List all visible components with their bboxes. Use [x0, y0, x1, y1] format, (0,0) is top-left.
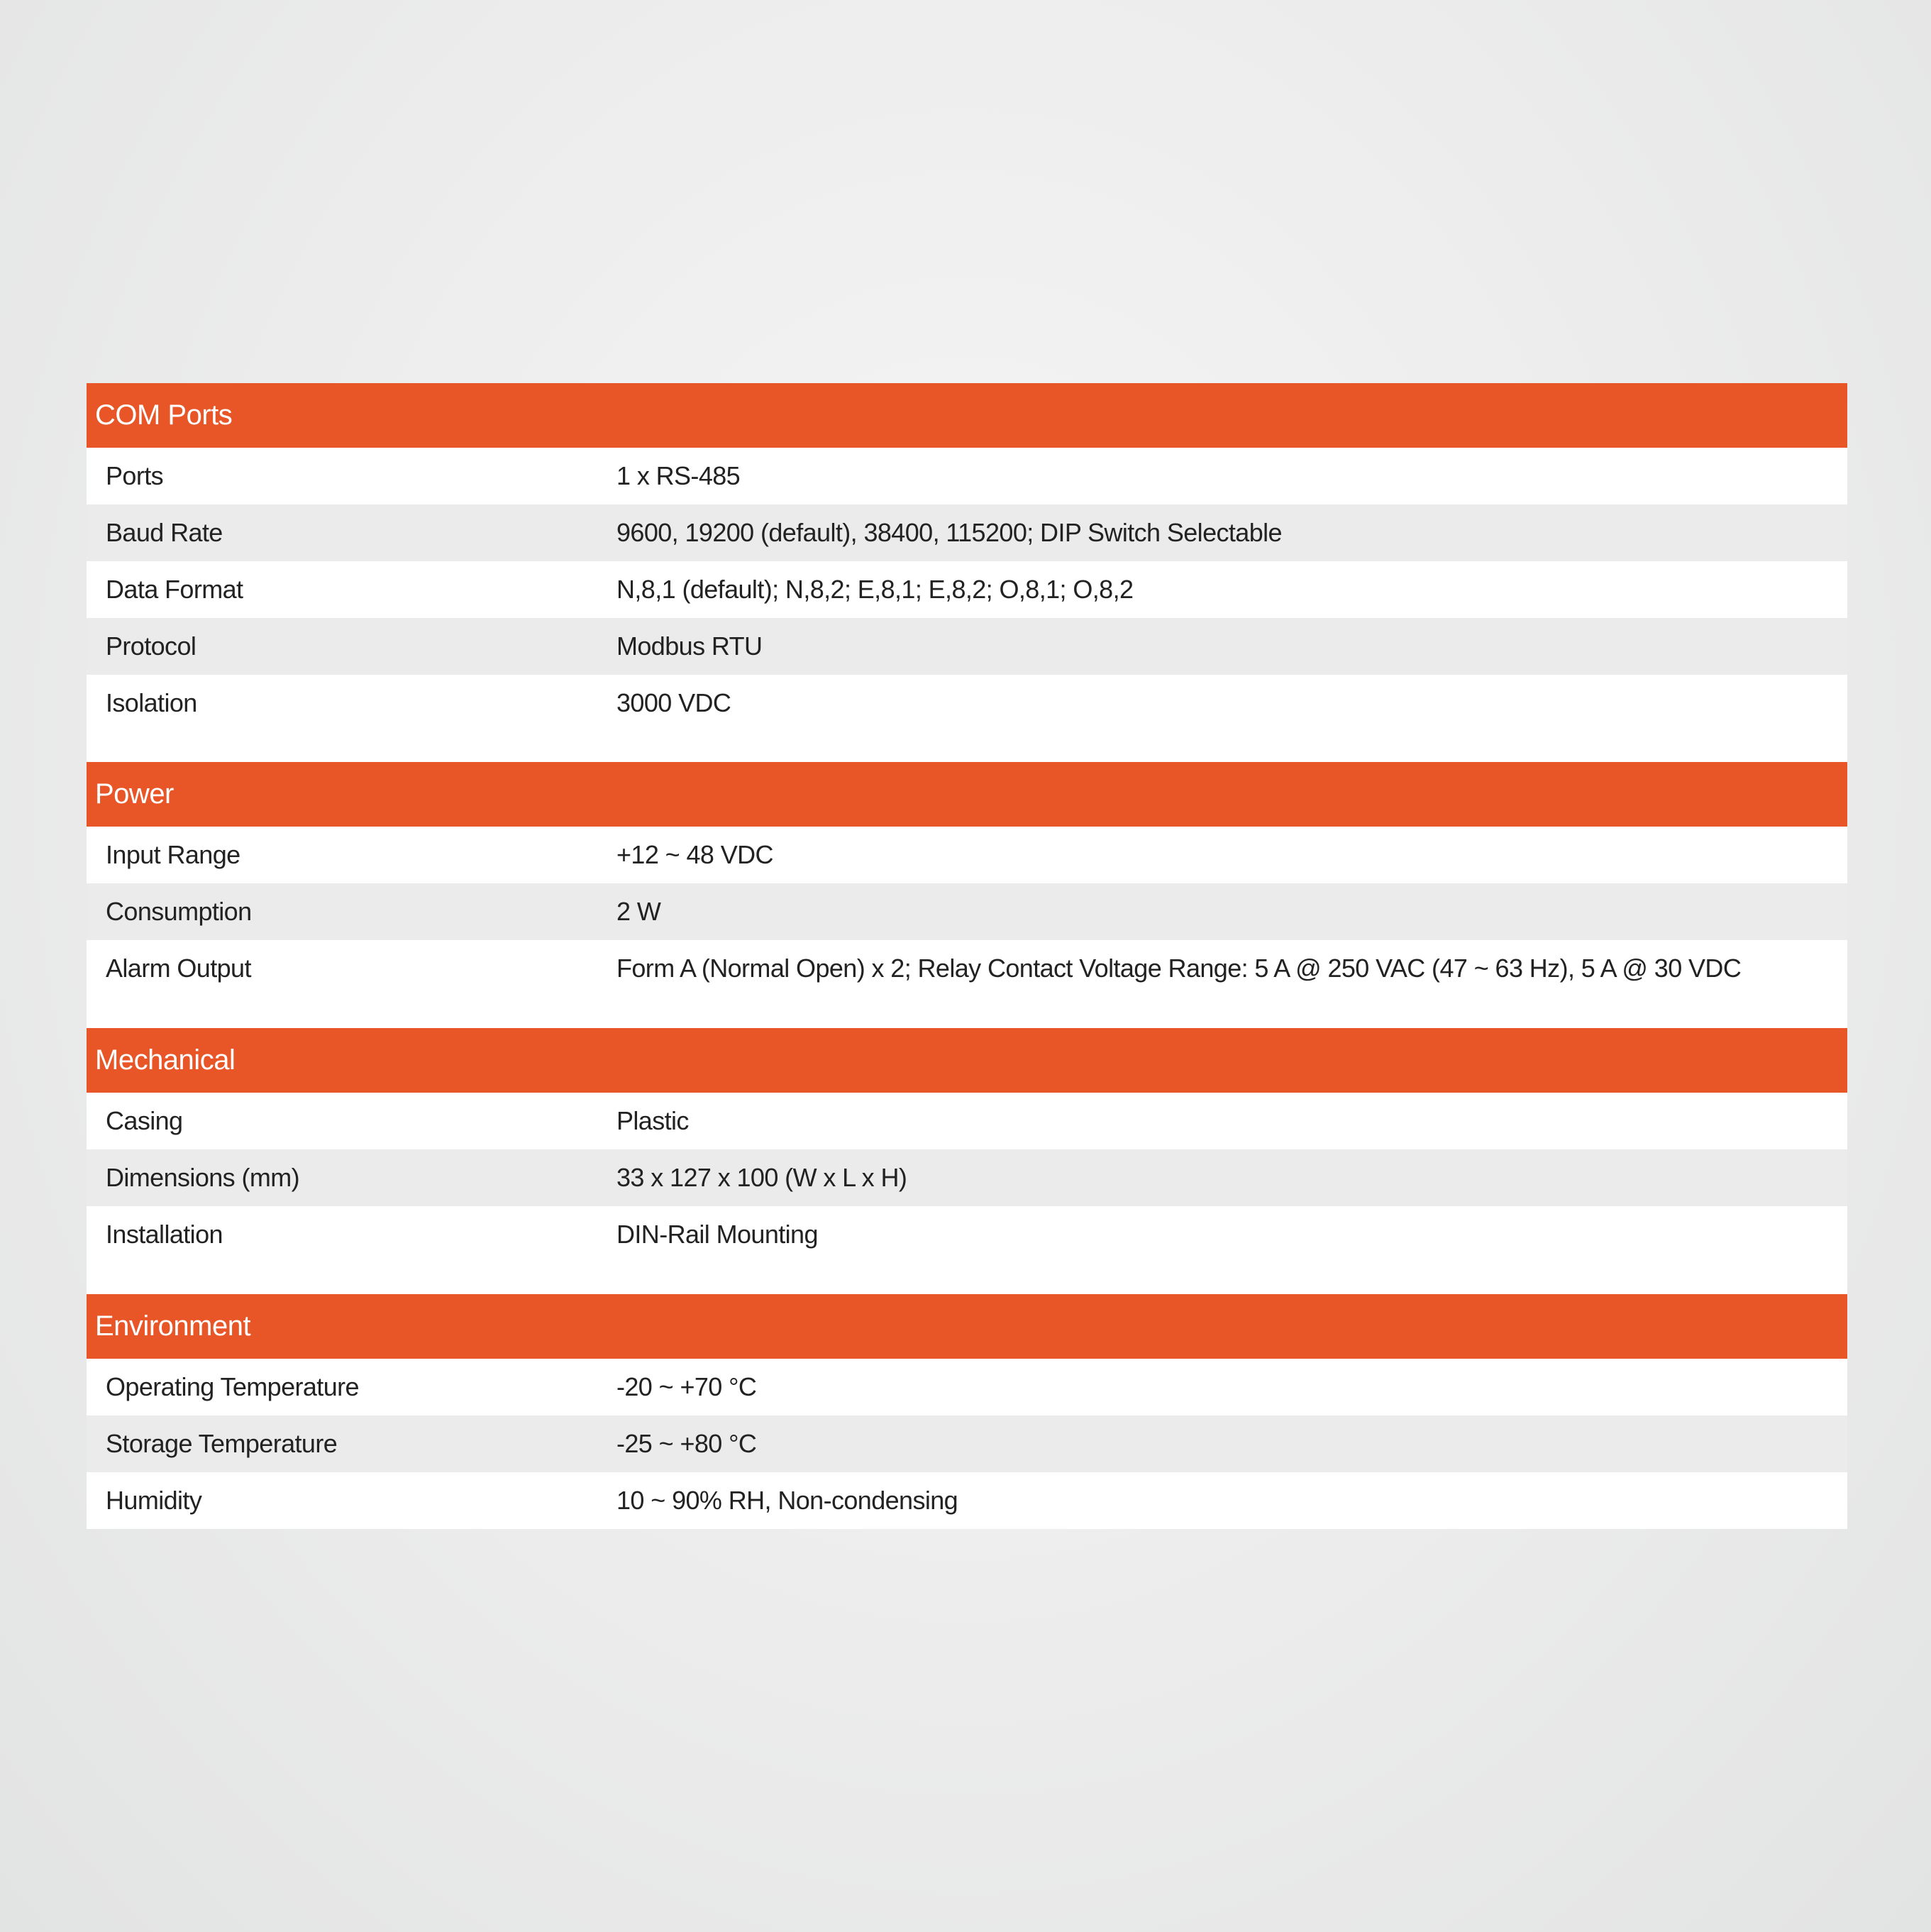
spec-label: Casing: [106, 1106, 183, 1135]
table-row: [87, 883, 1847, 940]
spec-section: [87, 383, 1847, 762]
spec-label: Alarm Output: [106, 954, 251, 983]
spec-label: Installation: [106, 1220, 223, 1249]
table-row: [87, 448, 1847, 504]
spec-table: [87, 383, 1847, 1529]
spec-label: Baud Rate: [106, 518, 223, 547]
spec-value: Form A (Normal Open) x 2; Relay Contact Voltage Range: 5 A @ 250 VAC (47 ~ 63 Hz), 5 A @ 30 VDC: [616, 954, 1742, 983]
section-header: Environment: [87, 1294, 1847, 1359]
spec-value: 9600, 19200 (default), 38400, 115200; DIP Switch Selectable: [616, 518, 1282, 547]
spec-label: Dimensions (mm): [106, 1163, 300, 1192]
table-row: [87, 1472, 1847, 1529]
section-spacer: [87, 1263, 1847, 1294]
spec-section: [87, 1294, 1847, 1529]
spec-value: DIN-Rail Mounting: [616, 1220, 818, 1249]
spec-label: Protocol: [106, 631, 197, 661]
table-row: [87, 827, 1847, 883]
section-header: Power: [87, 762, 1847, 827]
section-spacer: [87, 732, 1847, 762]
spec-label: Operating Temperature: [106, 1372, 359, 1401]
spec-label: Consumption: [106, 897, 252, 926]
spec-value: 10 ~ 90% RH, Non-condensing: [616, 1486, 958, 1515]
spec-value: Plastic: [616, 1106, 689, 1135]
spec-label: Ports: [106, 461, 164, 490]
section-rows: [87, 827, 1847, 997]
spec-value: -20 ~ +70 °C: [616, 1372, 757, 1401]
section-spacer: [87, 997, 1847, 1028]
section-rows: [87, 1359, 1847, 1529]
table-row: [87, 561, 1847, 618]
table-row: [87, 504, 1847, 561]
table-row: [87, 1359, 1847, 1415]
spec-value: 1 x RS-485: [616, 461, 741, 490]
table-row: [87, 1093, 1847, 1149]
spec-label: Storage Temperature: [106, 1429, 338, 1458]
section-rows: [87, 1093, 1847, 1263]
spec-label: Input Range: [106, 840, 240, 869]
spec-label: Isolation: [106, 688, 197, 717]
table-row: [87, 1415, 1847, 1472]
spec-section: [87, 762, 1847, 1028]
table-row: [87, 1206, 1847, 1263]
spec-label: Humidity: [106, 1486, 202, 1515]
section-header: COM Ports: [87, 383, 1847, 448]
section-rows: [87, 448, 1847, 732]
spec-value: 2 W: [616, 897, 661, 926]
spec-label: Data Format: [106, 575, 243, 604]
table-row: [87, 940, 1847, 997]
table-row: [87, 618, 1847, 675]
spec-section: [87, 1028, 1847, 1294]
spec-value: N,8,1 (default); N,8,2; E,8,1; E,8,2; O,8,1; O,8,2: [616, 575, 1134, 604]
spec-value: -25 ~ +80 °C: [616, 1429, 757, 1458]
table-row: [87, 1149, 1847, 1206]
spec-value: 3000 VDC: [616, 688, 731, 717]
table-row: [87, 675, 1847, 732]
spec-value: Modbus RTU: [616, 631, 763, 661]
spec-value: 33 x 127 x 100 (W x L x H): [616, 1163, 907, 1192]
section-header: Mechanical: [87, 1028, 1847, 1093]
spec-value: +12 ~ 48 VDC: [616, 840, 773, 869]
